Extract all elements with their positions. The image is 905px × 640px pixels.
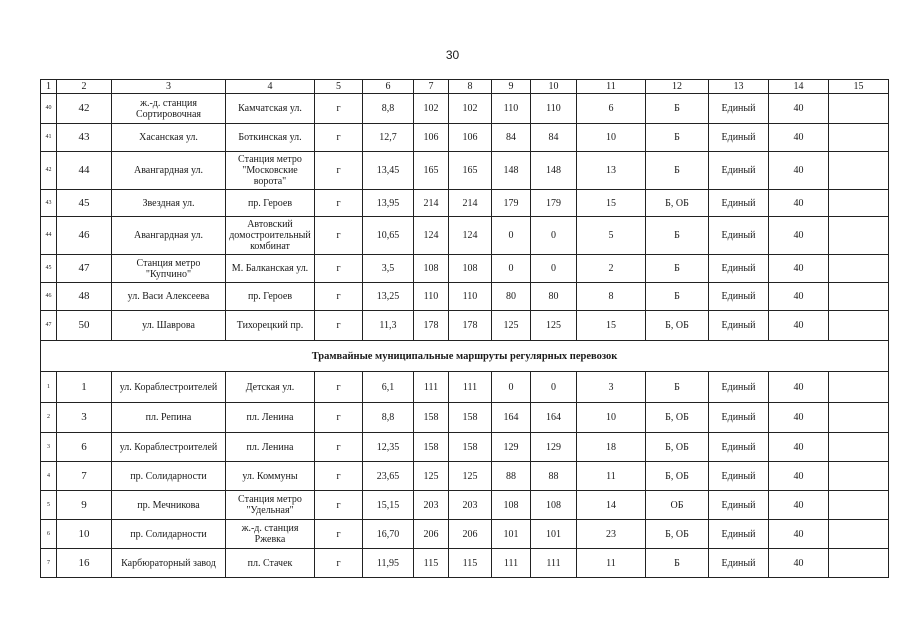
col-9-value: 148	[492, 152, 531, 190]
end-point: ул. Коммуны	[226, 462, 315, 491]
col-7-value: 102	[414, 94, 449, 124]
col-8-value: 158	[449, 433, 492, 462]
length-km: 13,45	[363, 152, 414, 190]
column-number: 7	[414, 80, 449, 94]
column-number: 2	[57, 80, 112, 94]
col-8-value: 102	[449, 94, 492, 124]
table-body	[41, 80, 889, 578]
length-km: 11,3	[363, 311, 414, 341]
tariff: Единый	[709, 491, 769, 520]
col-10-value: 125	[531, 311, 577, 341]
start-point: ул. Васи Алексеева	[112, 283, 226, 311]
row-index: 2	[41, 403, 57, 433]
tariff: Единый	[709, 403, 769, 433]
type: г	[315, 311, 363, 341]
col-15-value	[829, 255, 889, 283]
end-point: пл. Стачек	[226, 549, 315, 578]
column-number: 14	[769, 80, 829, 94]
col-15-value	[829, 94, 889, 124]
col-7-value: 206	[414, 520, 449, 549]
row-index: 41	[41, 124, 57, 152]
tariff: Единый	[709, 217, 769, 255]
route-number: 6	[57, 433, 112, 462]
row-index: 47	[41, 311, 57, 341]
row-index: 44	[41, 217, 57, 255]
table-row	[41, 217, 889, 255]
length-km: 6,1	[363, 372, 414, 403]
col-8-value: 125	[449, 462, 492, 491]
route-number: 43	[57, 124, 112, 152]
col-8-value: 214	[449, 190, 492, 217]
col-14-value: 40	[769, 217, 829, 255]
column-number: 3	[112, 80, 226, 94]
col-8-value: 106	[449, 124, 492, 152]
route-number: 46	[57, 217, 112, 255]
tariff: Единый	[709, 462, 769, 491]
col-14-value: 40	[769, 190, 829, 217]
tariff: Единый	[709, 152, 769, 190]
col-10-value: 101	[531, 520, 577, 549]
end-point: ж.-д. станция Ржевка	[226, 520, 315, 549]
row-index: 7	[41, 549, 57, 578]
column-number: 5	[315, 80, 363, 94]
col-11-value: 18	[577, 433, 646, 462]
row-index: 46	[41, 283, 57, 311]
start-point: Станция метро "Купчино"	[112, 255, 226, 283]
col-11-value: 5	[577, 217, 646, 255]
type: г	[315, 403, 363, 433]
vehicle-class: Б	[646, 217, 709, 255]
length-km: 10,65	[363, 217, 414, 255]
end-point: Камчатская ул.	[226, 94, 315, 124]
col-11-value: 13	[577, 152, 646, 190]
col-15-value	[829, 217, 889, 255]
col-11-value: 11	[577, 462, 646, 491]
col-11-value: 10	[577, 124, 646, 152]
col-14-value: 40	[769, 372, 829, 403]
row-index: 4	[41, 462, 57, 491]
start-point: Авангардная ул.	[112, 152, 226, 190]
end-point: пр. Героев	[226, 190, 315, 217]
start-point: Звездная ул.	[112, 190, 226, 217]
vehicle-class: Б	[646, 283, 709, 311]
col-10-value: 0	[531, 255, 577, 283]
section-title: Трамвайные муниципальные маршруты регулярных перевозок	[41, 341, 889, 372]
column-number: 11	[577, 80, 646, 94]
col-15-value	[829, 283, 889, 311]
table-row	[41, 283, 889, 311]
table-row	[41, 491, 889, 520]
end-point: пл. Ленина	[226, 433, 315, 462]
col-11-value: 15	[577, 311, 646, 341]
col-9-value: 179	[492, 190, 531, 217]
col-14-value: 40	[769, 491, 829, 520]
vehicle-class: ОБ	[646, 491, 709, 520]
col-7-value: 178	[414, 311, 449, 341]
col-7-value: 115	[414, 549, 449, 578]
type: г	[315, 190, 363, 217]
route-number: 44	[57, 152, 112, 190]
end-point: Станция метро "Московские ворота"	[226, 152, 315, 190]
route-number: 9	[57, 491, 112, 520]
end-point: Боткинская ул.	[226, 124, 315, 152]
col-11-value: 6	[577, 94, 646, 124]
vehicle-class: Б, ОБ	[646, 311, 709, 341]
table-row	[41, 520, 889, 549]
col-10-value: 111	[531, 549, 577, 578]
column-number: 9	[492, 80, 531, 94]
col-7-value: 125	[414, 462, 449, 491]
column-number: 1	[41, 80, 57, 94]
section-header-row	[41, 341, 889, 372]
col-7-value: 203	[414, 491, 449, 520]
length-km: 8,8	[363, 403, 414, 433]
route-number: 42	[57, 94, 112, 124]
col-10-value: 148	[531, 152, 577, 190]
col-15-value	[829, 433, 889, 462]
tariff: Единый	[709, 94, 769, 124]
table-row	[41, 94, 889, 124]
tariff: Единый	[709, 190, 769, 217]
col-8-value: 110	[449, 283, 492, 311]
type: г	[315, 549, 363, 578]
col-14-value: 40	[769, 311, 829, 341]
col-8-value: 165	[449, 152, 492, 190]
col-11-value: 23	[577, 520, 646, 549]
vehicle-class: Б, ОБ	[646, 190, 709, 217]
col-11-value: 3	[577, 372, 646, 403]
vehicle-class: Б, ОБ	[646, 462, 709, 491]
col-10-value: 164	[531, 403, 577, 433]
col-8-value: 203	[449, 491, 492, 520]
col-7-value: 158	[414, 403, 449, 433]
route-number: 47	[57, 255, 112, 283]
column-number: 13	[709, 80, 769, 94]
table-row	[41, 433, 889, 462]
route-number: 16	[57, 549, 112, 578]
col-7-value: 165	[414, 152, 449, 190]
page-number: 30	[445, 48, 460, 62]
row-index: 3	[41, 433, 57, 462]
length-km: 15,15	[363, 491, 414, 520]
vehicle-class: Б	[646, 94, 709, 124]
vehicle-class: Б	[646, 255, 709, 283]
tariff: Единый	[709, 520, 769, 549]
end-point: Детская ул.	[226, 372, 315, 403]
end-point: Тихорецкий пр.	[226, 311, 315, 341]
length-km: 12,35	[363, 433, 414, 462]
col-15-value	[829, 462, 889, 491]
col-15-value	[829, 491, 889, 520]
column-number: 15	[829, 80, 889, 94]
col-7-value: 110	[414, 283, 449, 311]
start-point: пр. Солидарности	[112, 520, 226, 549]
row-index: 1	[41, 372, 57, 403]
end-point: Станция метро "Удельная"	[226, 491, 315, 520]
col-10-value: 108	[531, 491, 577, 520]
table-row	[41, 462, 889, 491]
column-number: 12	[646, 80, 709, 94]
start-point: пл. Репина	[112, 403, 226, 433]
col-8-value: 158	[449, 403, 492, 433]
route-number: 7	[57, 462, 112, 491]
col-9-value: 0	[492, 217, 531, 255]
column-number: 10	[531, 80, 577, 94]
col-9-value: 80	[492, 283, 531, 311]
row-index: 45	[41, 255, 57, 283]
col-10-value: 0	[531, 372, 577, 403]
route-number: 45	[57, 190, 112, 217]
col-15-value	[829, 190, 889, 217]
col-11-value: 11	[577, 549, 646, 578]
col-9-value: 164	[492, 403, 531, 433]
start-point: ул. Кораблестроителей	[112, 433, 226, 462]
route-number: 48	[57, 283, 112, 311]
start-point: пр. Мечникова	[112, 491, 226, 520]
vehicle-class: Б	[646, 549, 709, 578]
col-10-value: 129	[531, 433, 577, 462]
type: г	[315, 520, 363, 549]
row-index: 42	[41, 152, 57, 190]
col-14-value: 40	[769, 462, 829, 491]
col-8-value: 115	[449, 549, 492, 578]
col-14-value: 40	[769, 255, 829, 283]
col-8-value: 178	[449, 311, 492, 341]
route-number: 3	[57, 403, 112, 433]
col-9-value: 125	[492, 311, 531, 341]
col-9-value: 0	[492, 255, 531, 283]
length-km: 11,95	[363, 549, 414, 578]
col-11-value: 10	[577, 403, 646, 433]
col-8-value: 108	[449, 255, 492, 283]
col-14-value: 40	[769, 152, 829, 190]
end-point: пр. Героев	[226, 283, 315, 311]
start-point: ул. Шаврова	[112, 311, 226, 341]
end-point: М. Балканская ул.	[226, 255, 315, 283]
table-row	[41, 124, 889, 152]
vehicle-class: Б	[646, 372, 709, 403]
type: г	[315, 462, 363, 491]
table-row	[41, 372, 889, 403]
col-7-value: 158	[414, 433, 449, 462]
route-number: 50	[57, 311, 112, 341]
col-9-value: 111	[492, 549, 531, 578]
col-9-value: 0	[492, 372, 531, 403]
col-15-value	[829, 152, 889, 190]
col-14-value: 40	[769, 283, 829, 311]
col-15-value	[829, 549, 889, 578]
tariff: Единый	[709, 549, 769, 578]
col-10-value: 84	[531, 124, 577, 152]
route-number: 1	[57, 372, 112, 403]
col-7-value: 214	[414, 190, 449, 217]
col-9-value: 108	[492, 491, 531, 520]
start-point: ж.-д. станция Сортировочная	[112, 94, 226, 124]
col-11-value: 2	[577, 255, 646, 283]
end-point: пл. Ленина	[226, 403, 315, 433]
type: г	[315, 491, 363, 520]
tariff: Единый	[709, 255, 769, 283]
row-index: 5	[41, 491, 57, 520]
col-7-value: 124	[414, 217, 449, 255]
col-14-value: 40	[769, 549, 829, 578]
routes-table	[40, 79, 889, 578]
table-row	[41, 255, 889, 283]
col-15-value	[829, 520, 889, 549]
col-8-value: 206	[449, 520, 492, 549]
type: г	[315, 217, 363, 255]
column-number: 4	[226, 80, 315, 94]
length-km: 16,70	[363, 520, 414, 549]
length-km: 8,8	[363, 94, 414, 124]
col-14-value: 40	[769, 403, 829, 433]
length-km: 13,25	[363, 283, 414, 311]
col-8-value: 111	[449, 372, 492, 403]
col-14-value: 40	[769, 433, 829, 462]
col-10-value: 110	[531, 94, 577, 124]
type: г	[315, 152, 363, 190]
col-11-value: 14	[577, 491, 646, 520]
tariff: Единый	[709, 372, 769, 403]
col-15-value	[829, 124, 889, 152]
table-row	[41, 311, 889, 341]
column-number: 8	[449, 80, 492, 94]
tariff: Единый	[709, 283, 769, 311]
col-10-value: 88	[531, 462, 577, 491]
tariff: Единый	[709, 124, 769, 152]
row-index: 6	[41, 520, 57, 549]
length-km: 3,5	[363, 255, 414, 283]
type: г	[315, 255, 363, 283]
column-numbers-row	[41, 80, 889, 94]
vehicle-class: Б	[646, 152, 709, 190]
end-point: Автовский домостроительный комбинат	[226, 217, 315, 255]
col-9-value: 129	[492, 433, 531, 462]
col-15-value	[829, 403, 889, 433]
tariff: Единый	[709, 433, 769, 462]
route-number: 10	[57, 520, 112, 549]
col-14-value: 40	[769, 520, 829, 549]
col-10-value: 179	[531, 190, 577, 217]
col-7-value: 108	[414, 255, 449, 283]
column-number: 6	[363, 80, 414, 94]
start-point: пр. Солидарности	[112, 462, 226, 491]
col-10-value: 80	[531, 283, 577, 311]
table-row	[41, 190, 889, 217]
col-10-value: 0	[531, 217, 577, 255]
start-point: Карбюраторный завод	[112, 549, 226, 578]
length-km: 13,95	[363, 190, 414, 217]
col-9-value: 110	[492, 94, 531, 124]
col-15-value	[829, 372, 889, 403]
tariff: Единый	[709, 311, 769, 341]
start-point: Хасанская ул.	[112, 124, 226, 152]
length-km: 12,7	[363, 124, 414, 152]
type: г	[315, 124, 363, 152]
vehicle-class: Б, ОБ	[646, 433, 709, 462]
start-point: ул. Кораблестроителей	[112, 372, 226, 403]
vehicle-class: Б, ОБ	[646, 520, 709, 549]
table-row	[41, 403, 889, 433]
type: г	[315, 283, 363, 311]
start-point: Авангардная ул.	[112, 217, 226, 255]
table-row	[41, 152, 889, 190]
col-9-value: 88	[492, 462, 531, 491]
col-11-value: 8	[577, 283, 646, 311]
col-7-value: 106	[414, 124, 449, 152]
col-14-value: 40	[769, 94, 829, 124]
col-8-value: 124	[449, 217, 492, 255]
col-7-value: 111	[414, 372, 449, 403]
vehicle-class: Б	[646, 124, 709, 152]
type: г	[315, 94, 363, 124]
col-11-value: 15	[577, 190, 646, 217]
table-row	[41, 549, 889, 578]
col-14-value: 40	[769, 124, 829, 152]
type: г	[315, 433, 363, 462]
row-index: 40	[41, 94, 57, 124]
vehicle-class: Б, ОБ	[646, 403, 709, 433]
row-index: 43	[41, 190, 57, 217]
col-9-value: 101	[492, 520, 531, 549]
col-15-value	[829, 311, 889, 341]
length-km: 23,65	[363, 462, 414, 491]
type: г	[315, 372, 363, 403]
col-9-value: 84	[492, 124, 531, 152]
